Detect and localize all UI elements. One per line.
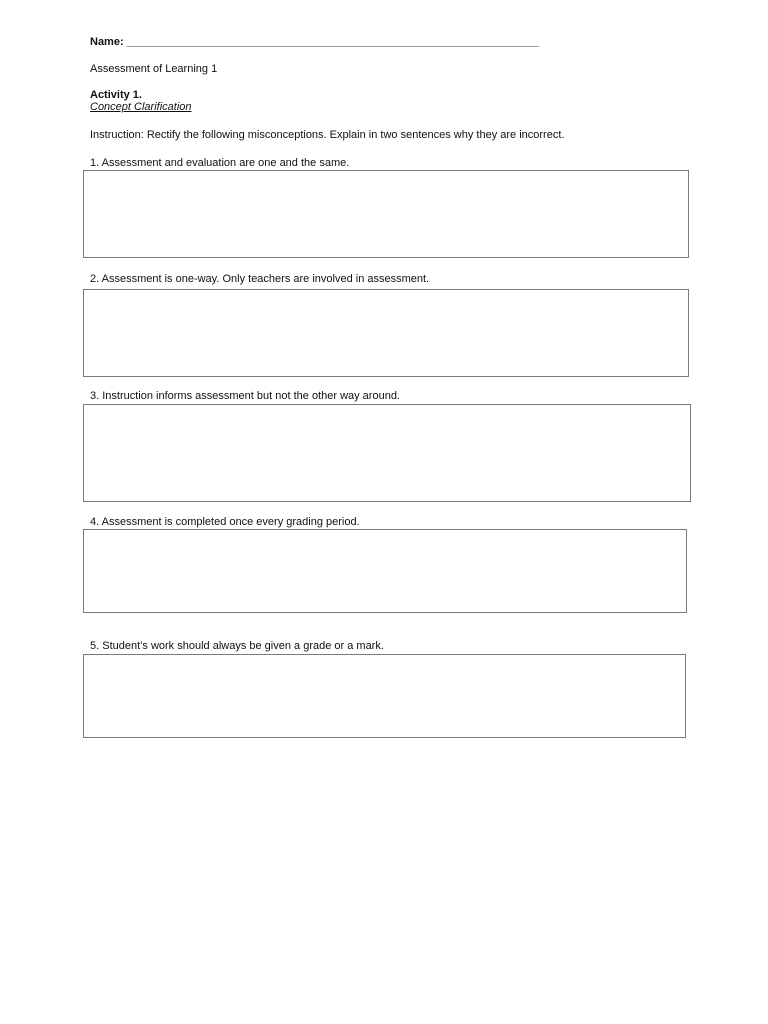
question-5-label: 5. Student’s work should always be given a grade or a mark. (90, 640, 384, 652)
activity-title: Activity 1. (90, 89, 142, 101)
question-4-answer-box[interactable] (83, 529, 687, 613)
question-4-label: 4. Assessment is completed once every grading period. (90, 516, 360, 528)
question-5-answer-box[interactable] (83, 654, 686, 738)
question-1-label: 1. Assessment and evaluation are one and the same. (90, 157, 350, 169)
name-field-line (90, 36, 538, 48)
question-3-label: 3. Instruction informs assessment but not the other way around. (90, 390, 400, 402)
question-2-label: 2. Assessment is one-way. Only teachers are involved in assessment. (90, 273, 430, 285)
question-2-answer-box[interactable] (83, 289, 689, 377)
activity-subtitle: Concept Clarification (90, 101, 192, 113)
instruction-text: Instruction: Rectify the following misconceptions. Explain in two sentences why they are incorrect. (90, 129, 565, 141)
question-1-answer-box[interactable] (83, 170, 689, 258)
course-heading: Assessment of Learning 1 (90, 63, 218, 75)
question-3-answer-box[interactable] (83, 404, 691, 502)
name-blank[interactable]: ________________________________________________________________________ (126, 36, 539, 48)
name-label: Name: (90, 36, 124, 48)
